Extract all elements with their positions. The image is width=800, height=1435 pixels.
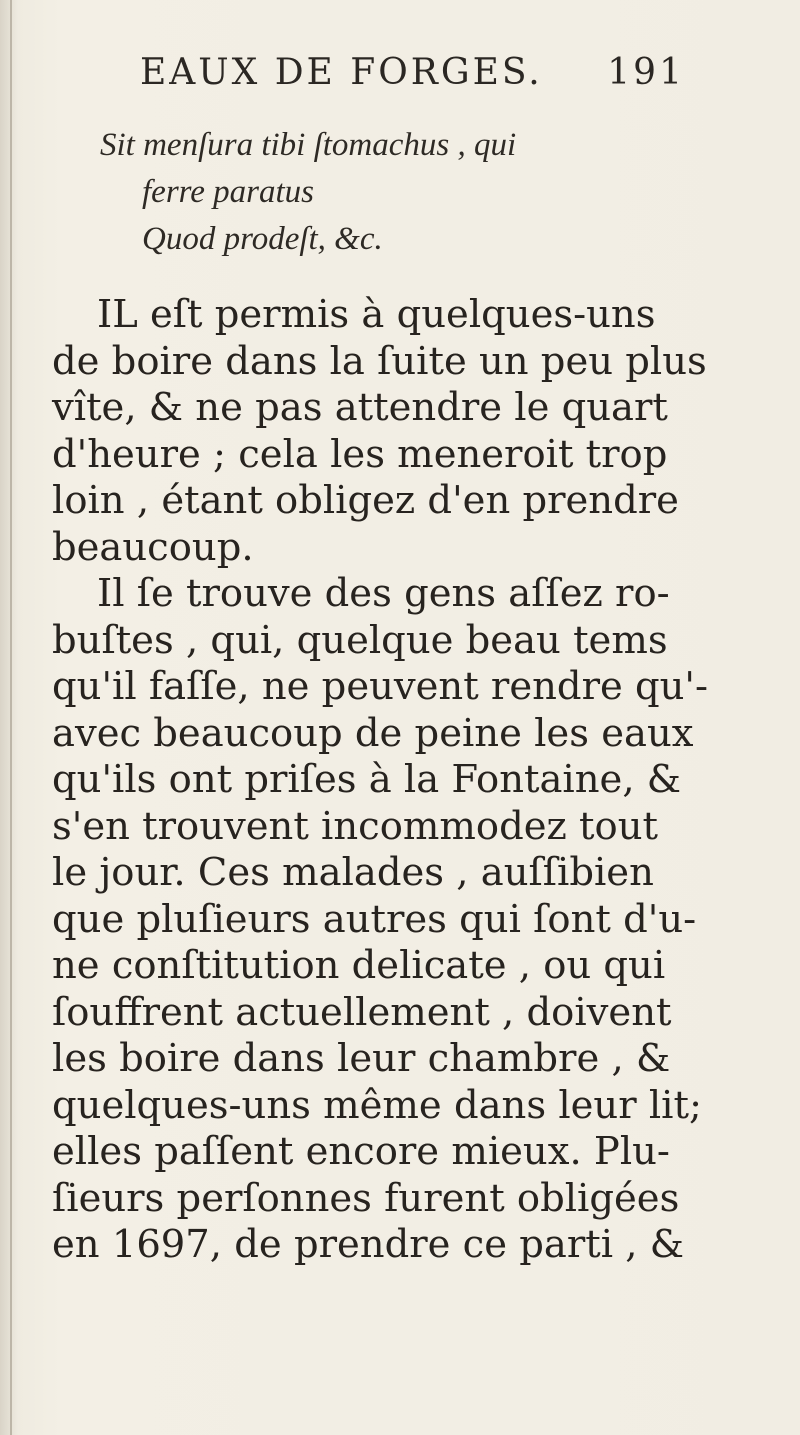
text-line: qu'il faſſe, ne peuvent rendre qu'- xyxy=(52,664,709,709)
text-line: beaucoup. xyxy=(52,524,254,570)
text-line: elles paſſent encore mieux. Plu- xyxy=(52,1129,670,1174)
text-line: d'heure ; cela les meneroit trop xyxy=(52,431,668,477)
text-line: le jour. Ces malades , auſſibien xyxy=(52,850,654,895)
text-line: s'en trouvent incommodez tout xyxy=(52,803,658,849)
text-line: buſtes , qui, quelque beau tems xyxy=(52,617,668,663)
text-line: ne conſtitution delicate , ou qui xyxy=(52,943,666,988)
text-line: Il ſe trouve des gens aſſez ro- xyxy=(97,571,670,616)
text-line: IL eſt permis à quelques-uns xyxy=(97,292,656,337)
body-text xyxy=(52,292,709,1269)
text-line: vîte, & ne pas attendre le quart xyxy=(52,385,668,430)
page-edge xyxy=(10,0,12,1435)
page-number: 191 xyxy=(607,52,685,93)
latin-quote xyxy=(100,122,516,263)
text-line: qu'ils ont priſes à la Fontaine, & xyxy=(52,757,682,802)
text-line: que pluſieurs autres qui ſont d'u- xyxy=(52,896,697,942)
text-line: en 1697, de prendre ce parti , & xyxy=(52,1222,684,1267)
text-line: ſieurs perſonnes furent obligées xyxy=(52,1175,680,1221)
text-line: loin , étant obligez d'en prendre xyxy=(52,478,679,523)
text-line: de boire dans la ſuite un peu plus xyxy=(52,338,707,384)
quote-line: Quod prodeſt, &c. xyxy=(142,221,383,257)
quote-line: ferre paratus xyxy=(142,174,315,210)
text-line: les boire dans leur chambre , & xyxy=(52,1036,671,1081)
running-header xyxy=(140,52,685,93)
text-line: quelques-uns même dans leur lit; xyxy=(52,1082,702,1128)
text-line: avec beaucoup de peine les eaux xyxy=(52,710,694,756)
running-title: EAUX DE FORGES. xyxy=(140,52,543,93)
quote-line: Sit menſura tibi ſtomachus , qui xyxy=(100,127,517,163)
text-line: ſouffrent actuellement , doivent xyxy=(52,989,672,1035)
